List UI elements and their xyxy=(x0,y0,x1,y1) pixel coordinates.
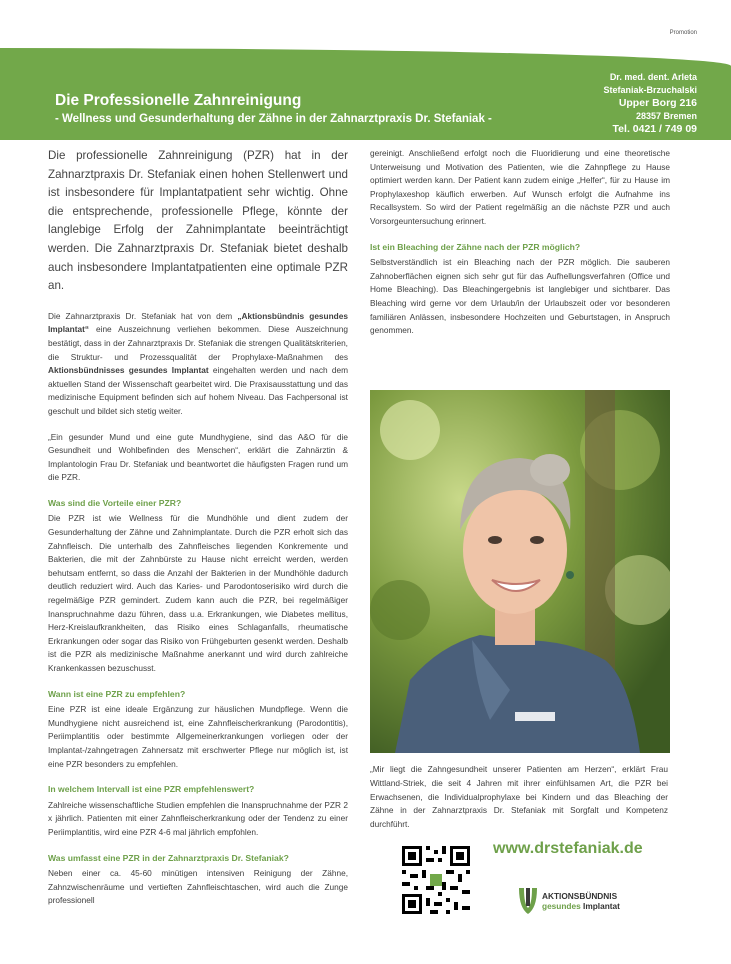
answer-paragraph: Die PZR ist wie Wellness für die Mundhöhle und dient zudem der Gesunderhaltung der Zähne und Zahnimplantate. Durch die PZR erholt sich das Zahnfleisch. Die unterhalb des Zahnfleisches liegenden Konkremente und Bakterien, die mit der Zahnbürste zu Hause nicht erreicht werden, werden behutsam entfernt, so dass die Anzahl der Bakterien in der Mundhöhle dadurch deutlich reduziert wird. Auch das Karies- und Parodontoserisiko wird durch die regelmäßige PZR gemindert. Zudem kann auch die PZR, bei regelmäßiger Inanspruchnahme dazu führen, dass u.a. Erkrankungen, wie Diabetes mellitus, Herz-Kreislaufkrankheiten, das Risiko eines Schlaganfalls, rheumatische Erkrankungen oder sogar das Risiko von Frühgeburten gesenkt werden. Deshalb ist die PZR als medizinische Maßnahme anerkannt und wird durch zahlreiche Krankenkassen bezuschusst. xyxy=(48,513,348,673)
award-text-2: eine Auszeichnung verliehen bekommen. Diese Auszeichnung bestätigt, dass in der Zahnarztpraxis Dr. Stefaniak die strengen Qualitätskriterien, die Struktur- und Prozessqualität der Prophylaxe-Maßnahmen des xyxy=(48,324,348,362)
page-subtitle: - Wellness und Gesunderhaltung der Zähne in der Zahnarztpraxis Dr. Stefaniak - xyxy=(55,113,492,125)
contact-phone: Tel. 0421 / 749 09 xyxy=(612,123,697,135)
logo-line-1: AKTIONSBÜNDNIS xyxy=(542,891,618,901)
answer-paragraph: Selbstverständlich ist ein Bleaching nach der PZR möglich. Die sauberen Zahnoberflächen eignen sich sehr gut für das Aufhellungsverfahren (Office und Home Bleaching). Das Bleachingergebnis ist langlebiger und sichtbarer. Das Bleaching wird gerne vor dem Urlaub/in der Urlaubszeit oder vor besonderen familiären Anlässen, insbesondere Hochzeiten und Geburtstagen, in Anspruch genommen. xyxy=(370,257,670,336)
contact-city: 28357 Bremen xyxy=(635,111,697,121)
answer-paragraph: Neben einer ca. 45-60 minütigen intensiven Reinigung der Zähne, Zahnzwischenräume und vertieften Zahnfleischtaschen, wird auch die Zunge professionell xyxy=(48,868,348,906)
question-heading: Was sind die Vorteile einer PZR? xyxy=(48,497,182,508)
qr-code xyxy=(400,844,472,916)
logo-line-2b: Implantat xyxy=(580,901,620,911)
implant-icon xyxy=(517,886,539,916)
award-bold-1: „Aktionsbündnis gesundes Implantat“ xyxy=(48,310,348,335)
left-column xyxy=(48,147,348,920)
contact-name: Dr. med. dent. Arleta xyxy=(609,72,697,82)
right-column xyxy=(370,147,670,350)
question-heading: Was umfasst eine PZR in der Zahnarztpraxis Dr. Stefaniak? xyxy=(48,852,289,863)
contact-street: Upper Borg 216 xyxy=(618,97,697,109)
award-paragraph xyxy=(48,310,348,419)
logo-line-2a: gesundes xyxy=(542,901,581,911)
answer-paragraph: Eine PZR ist eine ideale Ergänzung zur häuslichen Mundpflege. Wenn die Mundhygiene nicht ausreichend ist, eine Zahnfleischerkrankung (Parodontitis), Periimplantitis oder bestimmte Allgemeinerkrankungen vorliegen oder der Implantat-/zahngetragen Zahnersatz mit erschwerter Pflege nur möglich ist, ist eine PZR besonders zu empfehlen. xyxy=(48,704,348,769)
award-bold-2: Aktionsbündnisses gesundes Implantat xyxy=(48,365,209,376)
photo-caption: „Mir liegt die Zahngesundheit unserer Patienten am Herzen“, erklärt Frau Wittland-Striek, die seit 4 Jahren mit ihrer einfühlsamen Art, die PZR bei Erwachsenen, die Individualprophylaxe bei Kindern und das Bleaching der Zähne in der Zahnarztpraxis Dr. Stefaniak mit Sorgfalt und Kompetenz durchführt. xyxy=(370,764,668,830)
quote-paragraph: „Ein gesunder Mund und eine gute Mundhygiene, sind das A&O für die Gesundheit und Wohlbefinden des Menschen“, erklärt die Zahnärztin & Implantologin Frau Dr. Stefaniak und beantwortet die häufigsten Fragen rund um die PZR. xyxy=(48,431,348,483)
intro-paragraph: Die professionelle Zahnreinigung (PZR) hat in der Zahnarztpraxis Dr. Stefaniak einen hohen Stellenwert und ist insbesondere für Implantatpatient sehr wichtig. Ohne die entsprechende, professionelle Pflege, könnte der langlebige Erfolg der Zahnimplantate beeinträchtigt werden. Die Zahnarztpraxis Dr. Stefaniak bietet deshalb auch insbesondere Implantatpatienten eine optimale PZR an. xyxy=(48,149,348,293)
staff-photo xyxy=(370,390,670,753)
aktionsbuendnis-logo xyxy=(517,886,620,916)
question-heading: In welchem Intervall ist eine PZR empfehlenswert? xyxy=(48,784,255,795)
question-heading: Ist ein Bleaching der Zähne nach der PZR möglich? xyxy=(370,241,581,252)
award-text-1: Die Zahnarztpraxis Dr. Stefaniak hat von dem xyxy=(48,310,238,321)
contact-name-2: Stefaniak-Brzuchalski xyxy=(603,85,697,95)
question-heading: Wann ist eine PZR zu empfehlen? xyxy=(48,688,186,699)
contact-block xyxy=(603,71,697,136)
promotion-label: Promotion xyxy=(669,30,697,36)
award-text-3: eingehalten werden und nach dem aktuellen Stand der Wissenschaft gearbeitet wird. Die Praxisausstattung und das medizinische Equipment befinden sich auf hohem Niveau. Das Fachpersonal ist geschult und bildet sich stetig weiter. xyxy=(48,365,348,416)
page-title: Die Professionelle Zahnreinigung xyxy=(55,92,302,109)
website-link[interactable]: www.drstefaniak.de xyxy=(493,840,643,857)
answer-paragraph: Zahlreiche wissenschaftliche Studien empfehlen die Inanspruchnahme der PZR 2 x jährlich. Patienten mit einer Zahnfleischerkrankung oder der Tendenz zu einer Periimplantitis, wird eine PZR 4-6 mal jährlich empfohlen. xyxy=(48,799,348,837)
continued-paragraph: gereinigt. Anschließend erfolgt noch die Fluoridierung und eine theoretische Unterweisung und Motivation des Patienten, wie die Zahnpflege zu Hause optimiert werden kann. Der Patient kann zudem einige „Helfer“, für zu Hause im Prophylaxeshop käuflich erwerben. Auf Wunsch erfolgt die Aufnahme ins Recallsystem. So wird der Patient regelmäßig an die nächste PZR und auch Vorsorgeuntersuchung erinnert. xyxy=(370,148,670,226)
